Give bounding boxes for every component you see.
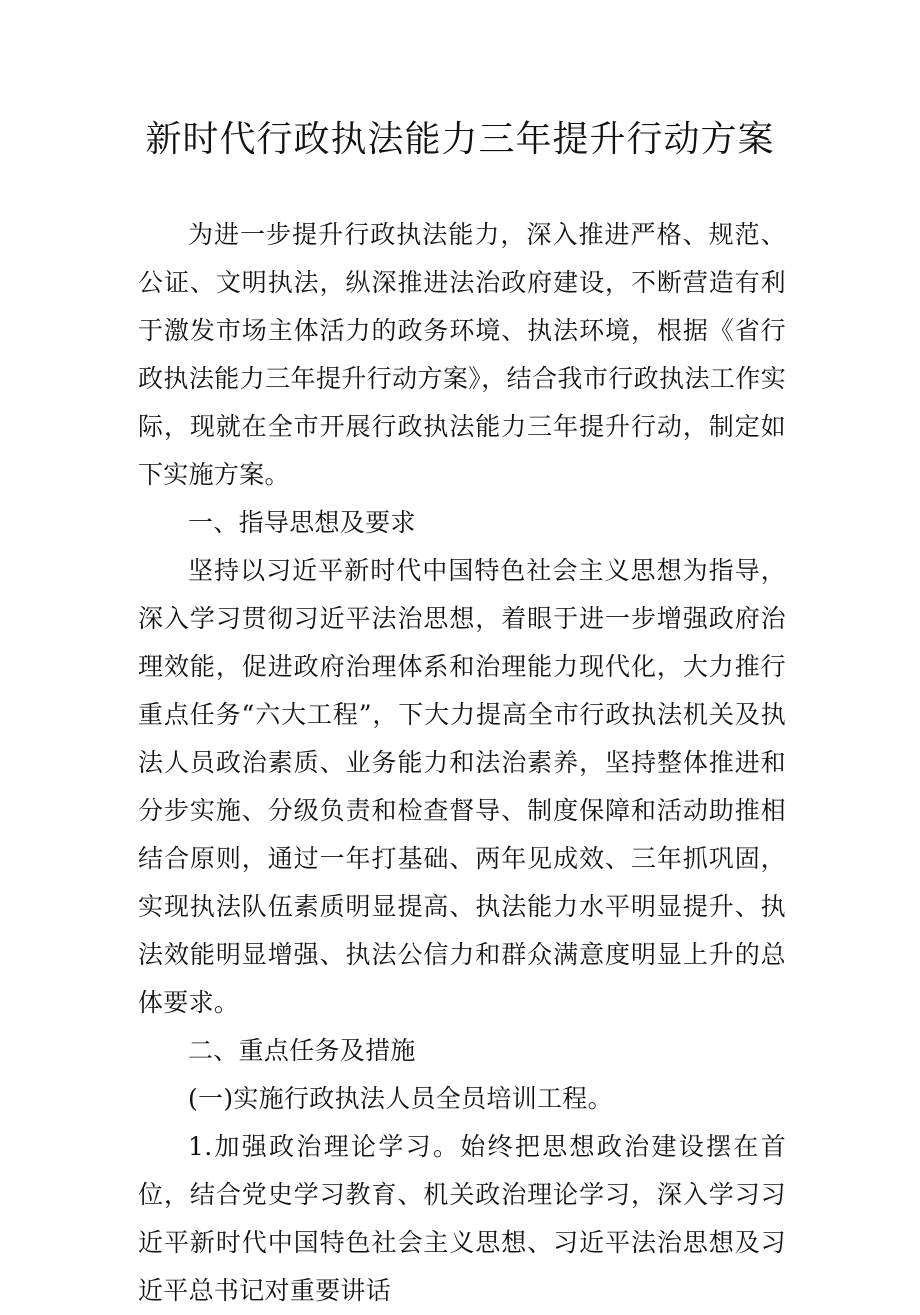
intro-paragraph: 为进一步提升行政执法能力，深入推进严格、规范、公证、文明执法，纵深推进法治政府建设，不断营造有利于激发市场主体活力的政务环境、执法环境，根据《省行政执法能力三年提升行动方案》，结合我市行政执法工作实际，现就在全市开展行政执法能力三年提升行动，制定如下实施方案。 — [138, 220, 786, 489]
document-title: 新时代行政执法能力三年提升行动方案 — [145, 119, 775, 160]
guiding-ideology-paragraph: 坚持以习近平新时代中国特色社会主义思想为指导，深入学习贯彻习近平法治思想，着眼于进一步增强政府治理效能，促进政府治理体系和治理能力现代化，大力推行重点任务“六大工程”，下大力提高全市行政执法机关及执法人员政治素质、业务能力和法治素养，坚持整体推进和分步实施、分级负责和检查督导、制度保障和活动助推相结合原则，通过一年打基础、两年见成效、三年抓巩固，实现执法队伍素质明显提高、执法能力水平明显提升、执法效能明显增强、执法公信力和群众满意度明显上升的总体要求。 — [138, 556, 786, 1017]
document-body — [138, 211, 786, 1315]
item-paragraph-political-study: 1.加强政治理论学习。始终把思想政治建设摆在首位，结合党史学习教育、机关政治理论学习，深入学习习近平新时代中国特色社会主义思想、习近平法治思想及习近平总书记对重要讲话 — [138, 1132, 786, 1305]
section-heading-guiding-ideology: 一、指导思想及要求 — [188, 508, 416, 537]
subsection-heading-training: (一)实施行政执法人员全员培训工程。 — [188, 1084, 613, 1113]
section-heading-key-tasks: 二、重点任务及措施 — [188, 1036, 416, 1065]
